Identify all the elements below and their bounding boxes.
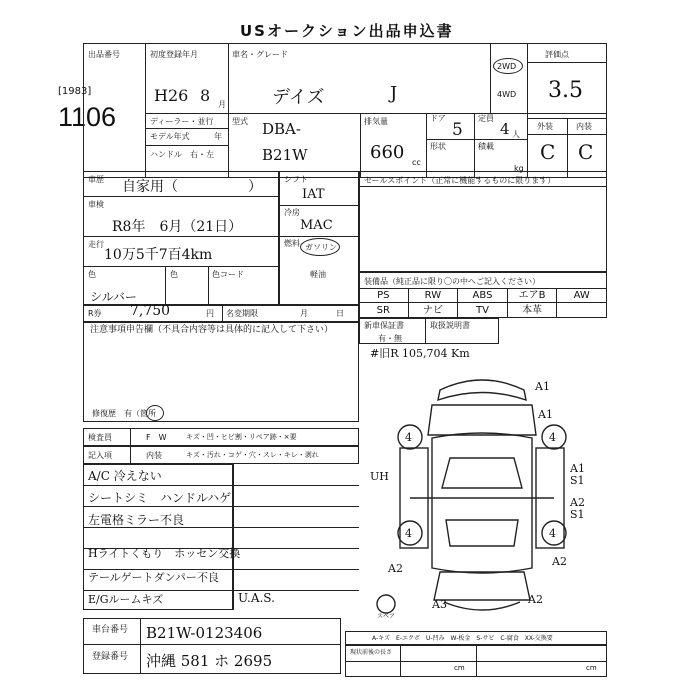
header-title: USオークション出品申込書 bbox=[240, 22, 454, 40]
fw-label: F W bbox=[146, 433, 167, 442]
odo-note: #旧R 105,704 Km bbox=[370, 347, 470, 360]
exterior-label: 外装 bbox=[537, 122, 553, 131]
model-year-label: モデル年式 bbox=[150, 132, 190, 141]
recycle-label: R券 bbox=[88, 309, 102, 318]
type-value-2: B21W bbox=[262, 146, 308, 164]
selling-points-label: セールスポイント（正常に機能するものに限ります） bbox=[364, 176, 556, 185]
name-change-label: 名変期限 bbox=[226, 309, 258, 318]
color-value: シルバー bbox=[90, 290, 137, 304]
displacement-value: 660 bbox=[370, 142, 405, 163]
history-label: 車歴 bbox=[88, 175, 104, 184]
first-reg-month: 8 bbox=[200, 86, 211, 105]
repair-label: 修復歴 有（箇所 bbox=[92, 409, 156, 418]
inspection-label: 車検 bbox=[88, 200, 104, 209]
mark-a2-bottom: A2 bbox=[528, 593, 543, 606]
interior-value: C bbox=[578, 140, 594, 164]
capacity-label: 定員 bbox=[478, 114, 494, 123]
mark-a2-left: A2 bbox=[388, 562, 403, 575]
cm-unit-1: cm bbox=[454, 664, 465, 672]
equipment-item: ナビ bbox=[409, 303, 459, 318]
interior-label: 内装 bbox=[576, 122, 592, 131]
car-damage-diagram bbox=[370, 360, 600, 620]
month-unit: 月 bbox=[218, 100, 226, 109]
equipment-item: エアB bbox=[508, 288, 558, 303]
equipment-grid bbox=[359, 288, 607, 318]
name-change-month: 月 bbox=[300, 309, 308, 318]
equipment-item: ABS bbox=[458, 288, 508, 303]
dealer-label: ディーラー・並行 bbox=[150, 117, 214, 126]
note-7: U.A.S. bbox=[238, 591, 275, 605]
mark-uh: UH bbox=[370, 470, 389, 483]
model-name-value: デイズ bbox=[272, 87, 325, 108]
ac-value: MAC bbox=[300, 218, 333, 233]
mark-s1-side: S1 bbox=[570, 474, 585, 487]
interior-inspect-options: キズ・汚れ・コゲ・穴・スレ・キレ・剥れ bbox=[186, 451, 319, 459]
yen-unit: 円 bbox=[206, 309, 214, 318]
note-4: Hライトくもり ホッセン交換 bbox=[88, 547, 241, 560]
type-value-1: DBA- bbox=[262, 120, 301, 138]
spare-label: スペア bbox=[377, 613, 396, 620]
equipment-item: PS bbox=[359, 288, 409, 303]
score-value: 3.5 bbox=[548, 78, 583, 103]
notes-label: 注意事項申告欄（不具合内容等は具体的に記入して下さい） bbox=[90, 325, 334, 335]
color-code-label: 色コード bbox=[212, 270, 244, 279]
doors-value: 5 bbox=[452, 120, 463, 140]
shift-label: シフト bbox=[284, 175, 308, 184]
notes-box bbox=[83, 322, 359, 422]
inspector-label: 検査員 bbox=[88, 433, 112, 442]
mark-wheel-1: 4 bbox=[405, 431, 412, 444]
fuel-label: 燃料 bbox=[284, 239, 300, 248]
capacity-unit: 人 bbox=[512, 130, 520, 139]
note-1: A/C 冷えない bbox=[88, 469, 162, 483]
equipment-item: SR bbox=[359, 303, 409, 318]
equipment-item: AW bbox=[557, 288, 607, 303]
note-5: テールゲートダンパー不良 bbox=[88, 571, 219, 584]
mark-wheel-3: 4 bbox=[405, 527, 412, 540]
new-warranty-label: 新車保証書 bbox=[364, 321, 404, 330]
capacity-value: 4 bbox=[500, 120, 510, 138]
lot-number: 1106 bbox=[58, 102, 117, 132]
mark-a3: A3 bbox=[432, 598, 447, 611]
equipment-item bbox=[557, 303, 607, 318]
equipment-item: RW bbox=[409, 288, 459, 303]
recycle-row bbox=[83, 305, 359, 322]
drive-4wd: 4WD bbox=[497, 90, 517, 99]
history-value: 自家用（ ） bbox=[122, 179, 262, 195]
reg-label: 登録番号 bbox=[92, 652, 129, 662]
repair-circle bbox=[146, 405, 164, 421]
first-reg-value: H26 bbox=[154, 86, 189, 105]
handle-label: ハンドル 右・左 bbox=[150, 150, 214, 159]
displacement-label: 排気量 bbox=[364, 117, 388, 126]
mark-a2-rear-right: A2 bbox=[552, 555, 567, 568]
mileage-value: 10万5千7百4km bbox=[104, 247, 213, 263]
fuel-value: ガソリン bbox=[305, 243, 337, 252]
shape-label: 形状 bbox=[430, 142, 446, 151]
equipment-item: 本革 bbox=[508, 303, 558, 318]
note-3: 左電格ミラー不良 bbox=[88, 513, 185, 527]
note-divider bbox=[83, 485, 359, 486]
equipment-item: TV bbox=[458, 303, 508, 318]
first-reg-label: 初度登録年月 bbox=[150, 50, 198, 59]
note-2: シートシミ ハンドルハゲ bbox=[88, 491, 232, 505]
model-name-label: 車名・グレード bbox=[232, 50, 288, 59]
doors-label: ドア bbox=[430, 114, 446, 123]
mark-a2-right: A2 bbox=[570, 496, 585, 509]
mark-a1-side: A1 bbox=[570, 462, 585, 475]
light-oil-label: 軽油 bbox=[310, 270, 326, 279]
interior-inspect-label: 内装 bbox=[146, 451, 162, 460]
exterior-value: C bbox=[540, 140, 556, 164]
type-label: 型式 bbox=[232, 117, 248, 126]
load-label: 積載 bbox=[478, 142, 494, 151]
chassis-label: 車台番号 bbox=[92, 625, 129, 635]
cm-unit-2: cm bbox=[586, 664, 597, 672]
owner-manual-label: 取扱説明書 bbox=[430, 321, 470, 330]
reg-value: 沖縄 581 ホ 2695 bbox=[146, 652, 273, 670]
mark-wheel-2: 4 bbox=[549, 431, 556, 444]
note-divider bbox=[83, 506, 359, 507]
warranty-yes-no: 有・無 bbox=[378, 334, 402, 343]
mileage-label: 走行 bbox=[88, 240, 104, 249]
score-label: 評価点 bbox=[545, 50, 569, 59]
equipment-label: 装備品（純正品に限り〇の中へご記入ください） bbox=[364, 277, 540, 286]
mark-wheel-4: 4 bbox=[549, 527, 556, 540]
shift-value: IAT bbox=[302, 187, 325, 202]
recycle-value: 7,750 bbox=[130, 303, 171, 319]
color-label-2: 色 bbox=[170, 270, 178, 279]
fw-options: キズ・凹・ヒビ割・リペア跡・×要 bbox=[186, 433, 297, 441]
grade-value: J bbox=[390, 83, 398, 104]
lot-small-tag: [1983] bbox=[58, 86, 92, 97]
drive-2wd: 2WD bbox=[497, 62, 517, 71]
lot-label: 出品番号 bbox=[88, 50, 120, 59]
entry-label: 記入項 bbox=[88, 451, 112, 460]
color-label: 色 bbox=[88, 270, 96, 279]
mark-s1-right: S1 bbox=[570, 508, 585, 521]
name-change-day: 日 bbox=[336, 309, 344, 318]
mark-a1-right: A1 bbox=[538, 408, 553, 421]
damage-legend: A-キズ E-エクボ U-凹み W-板金 S-サビ C-腐食 XX-交換要 bbox=[372, 635, 553, 642]
handwritten-lines bbox=[83, 464, 359, 610]
note-6: E/Gルームキズ bbox=[88, 593, 164, 606]
dealer-transfer-label: 現状前後の長さ bbox=[350, 649, 393, 656]
chassis-value: B21W-0123406 bbox=[146, 624, 263, 642]
cc-unit: cc bbox=[412, 158, 421, 167]
inspection-value: R8年 6月（21日） bbox=[112, 219, 243, 235]
mark-a1-top: A1 bbox=[535, 380, 550, 393]
kg-unit: kg bbox=[514, 164, 524, 173]
year-unit: 年 bbox=[214, 132, 222, 141]
ac-label: 冷房 bbox=[284, 208, 300, 217]
